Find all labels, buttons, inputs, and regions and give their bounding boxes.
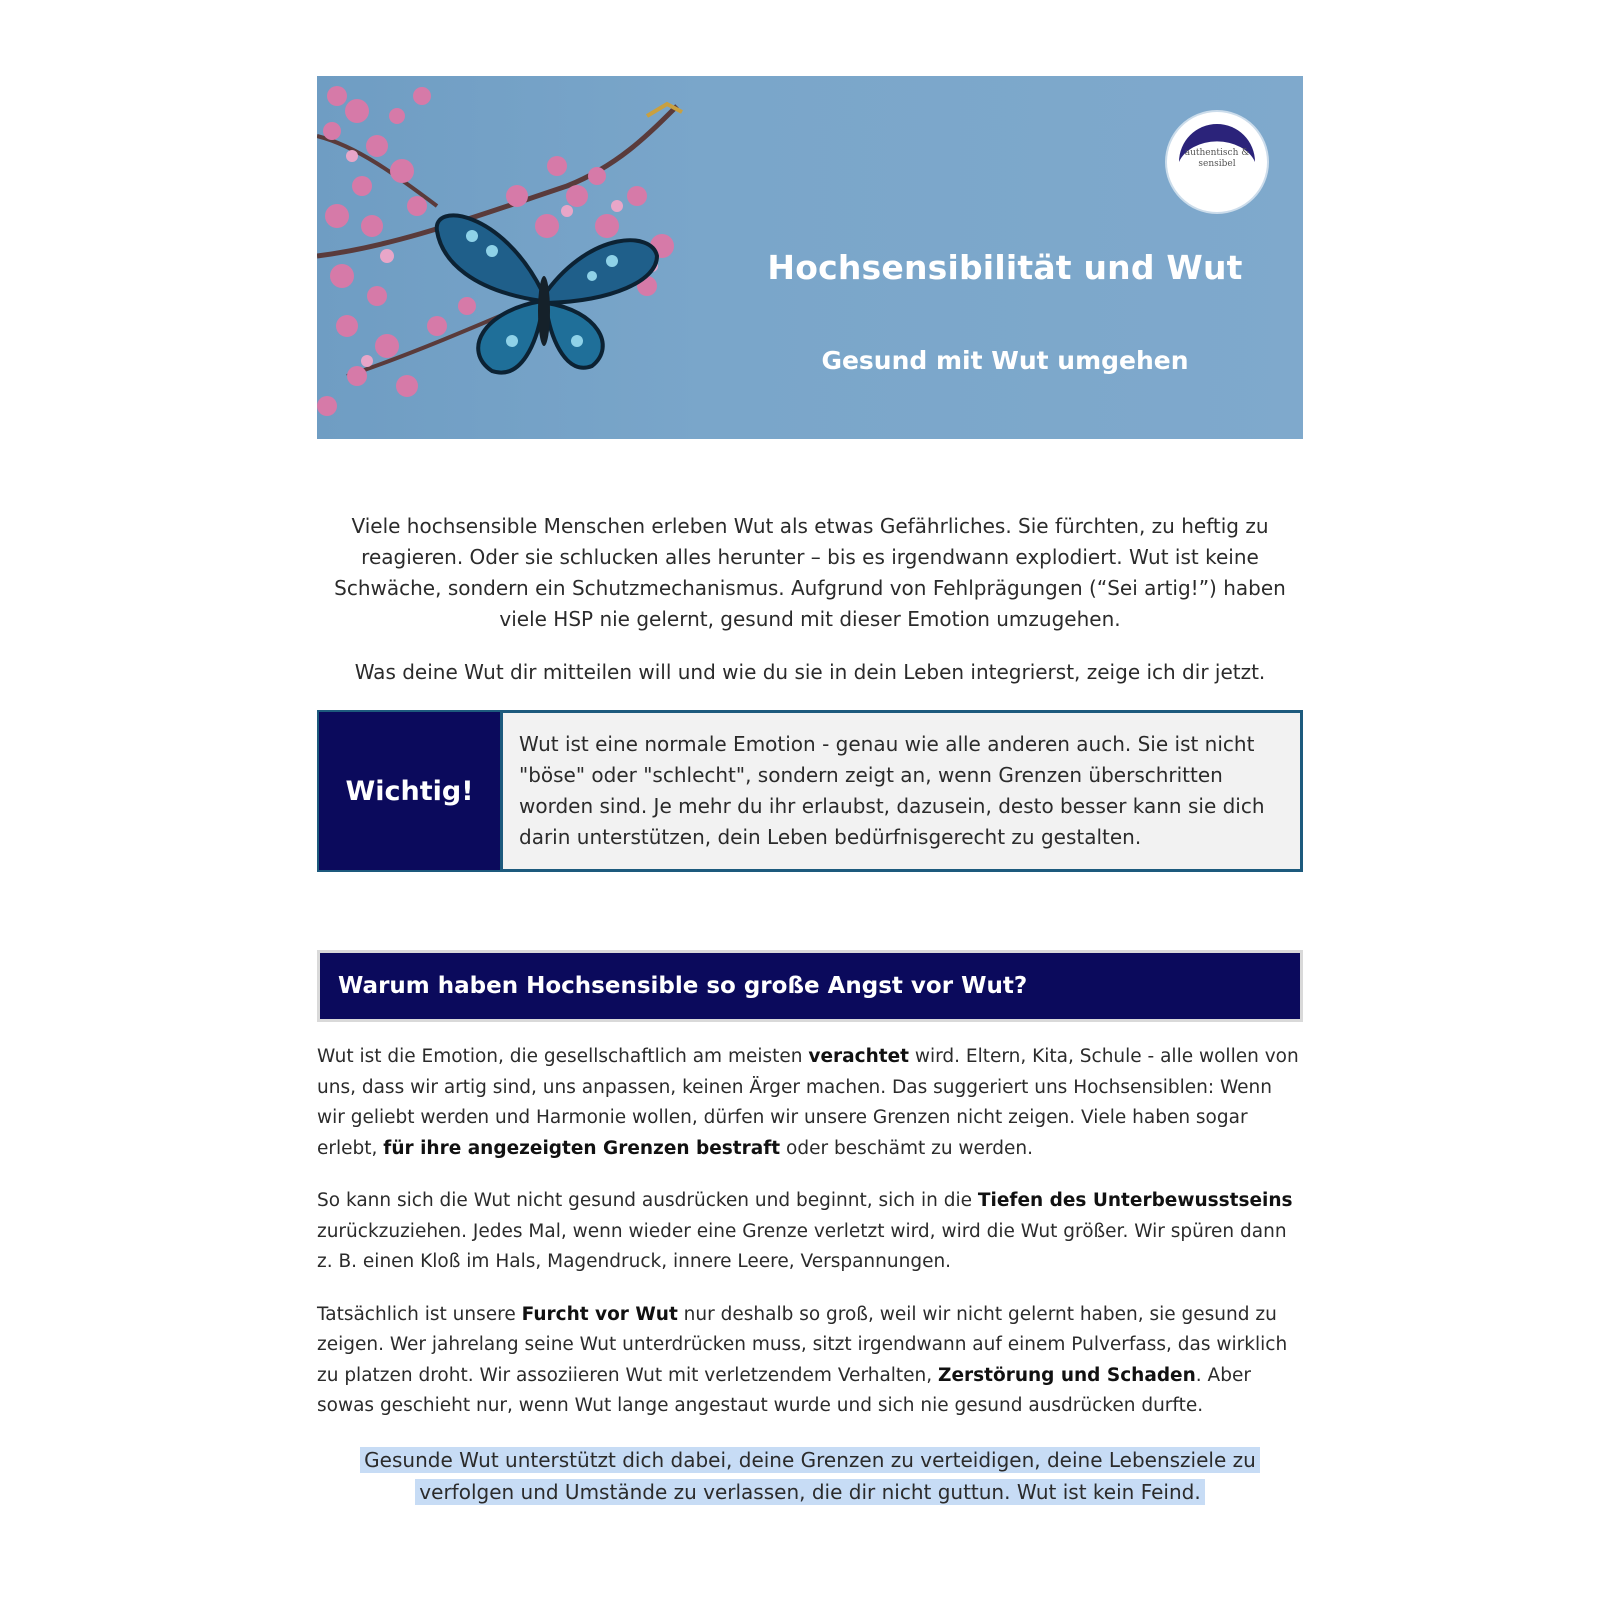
page-subtitle: Gesund mit Wut umgehen	[821, 346, 1189, 375]
logo-wordmark: authentisch & sensibel	[1184, 148, 1250, 169]
highlighted-quote	[317, 1444, 1303, 1508]
intro-paragraph: Viele hochsensible Menschen erleben Wut als etwas Gefährliches. Sie fürchten, zu heftig zu reagieren. Oder sie schlucken alles herunter – bis es irgendwann explodiert. Wut ist keine Schwäche, sondern ein Schutzmechanismus. Aufgrund von Fehlprägungen (“Sei artig!”) haben viele HSP nie gelernt, gesund mit dieser Emotion umzugehen.	[334, 514, 1286, 631]
newsletter-page	[317, 76, 1303, 1508]
callout-label: Wichtig!	[317, 710, 500, 872]
body-paragraph: Tatsächlich ist unsere Furcht vor Wut nur deshalb so groß, weil wir nicht gelernt haben, sie gesund zu zeigen. Wer jahrelang seine Wut unterdrücken muss, sitzt irgendwann auf einem Pulverfass, das wirklich zu platzen droht. Wir assoziieren Wut mit verletzendem Verhalten, Zerstörung und Schaden. Aber sowas geschieht nur, wenn Wut lange angestaut wurde und sich nie gesund ausdrücken durfte.	[317, 1303, 1288, 1416]
callout-text: Wut ist eine normale Emotion - genau wie alle anderen auch. Sie ist nicht "böse" oder "schlecht", sondern zeigt an, wenn Grenzen überschritten worden sind. Je mehr du ihr erlaubst, dazusein, desto besser kann sie dich darin unterstützen, dein Leben bedürfnisgerecht zu gestalten.	[500, 710, 1303, 872]
article-body	[317, 1042, 1303, 1508]
selected-text[interactable]: Gesunde Wut unterstützt dich dabei, deine Grenzen zu verteidigen, deine Lebensziele zu verfolgen und Umstände zu verlassen, die dir nicht guttun. Wut ist kein Feind.	[360, 1447, 1260, 1505]
page-title: Hochsensibilität und Wut	[767, 248, 1243, 287]
intro-paragraph: Was deine Wut dir mitteilen will und wie du sie in dein Leben integrierst, zeige ich dir jetzt.	[354, 660, 1266, 684]
brand-logo[interactable]	[1167, 112, 1267, 212]
body-paragraph: So kann sich die Wut nicht gesund ausdrücken und beginnt, sich in die Tiefen des Unterbewusstseins zurückzuziehen. Jedes Mal, wenn wieder eine Grenze verletzt wird, wird die Wut größer. Wir spüren dann z. B. einen Kloß im Hals, Magendruck, innere Leere, Verspannungen.	[317, 1190, 1293, 1272]
intro-text	[317, 511, 1303, 688]
important-callout	[317, 710, 1303, 872]
body-paragraph: Wut ist die Emotion, die gesellschaftlich am meisten verachtet wird. Eltern, Kita, Schule - alle wollen von uns, dass wir artig sind, uns anpassen, keinen Ärger machen. Das suggeriert uns Hochsensiblen: Wenn wir geliebt werden und Harmonie wollen, dürfen wir unsere Grenzen nicht zeigen. Viele haben sogar erlebt, für ihre angezeigten Grenzen bestraft oder beschämt zu werden.	[317, 1046, 1299, 1159]
hero-banner	[317, 76, 1303, 439]
section-heading: Warum haben Hochsensible so große Angst vor Wut?	[317, 950, 1303, 1022]
